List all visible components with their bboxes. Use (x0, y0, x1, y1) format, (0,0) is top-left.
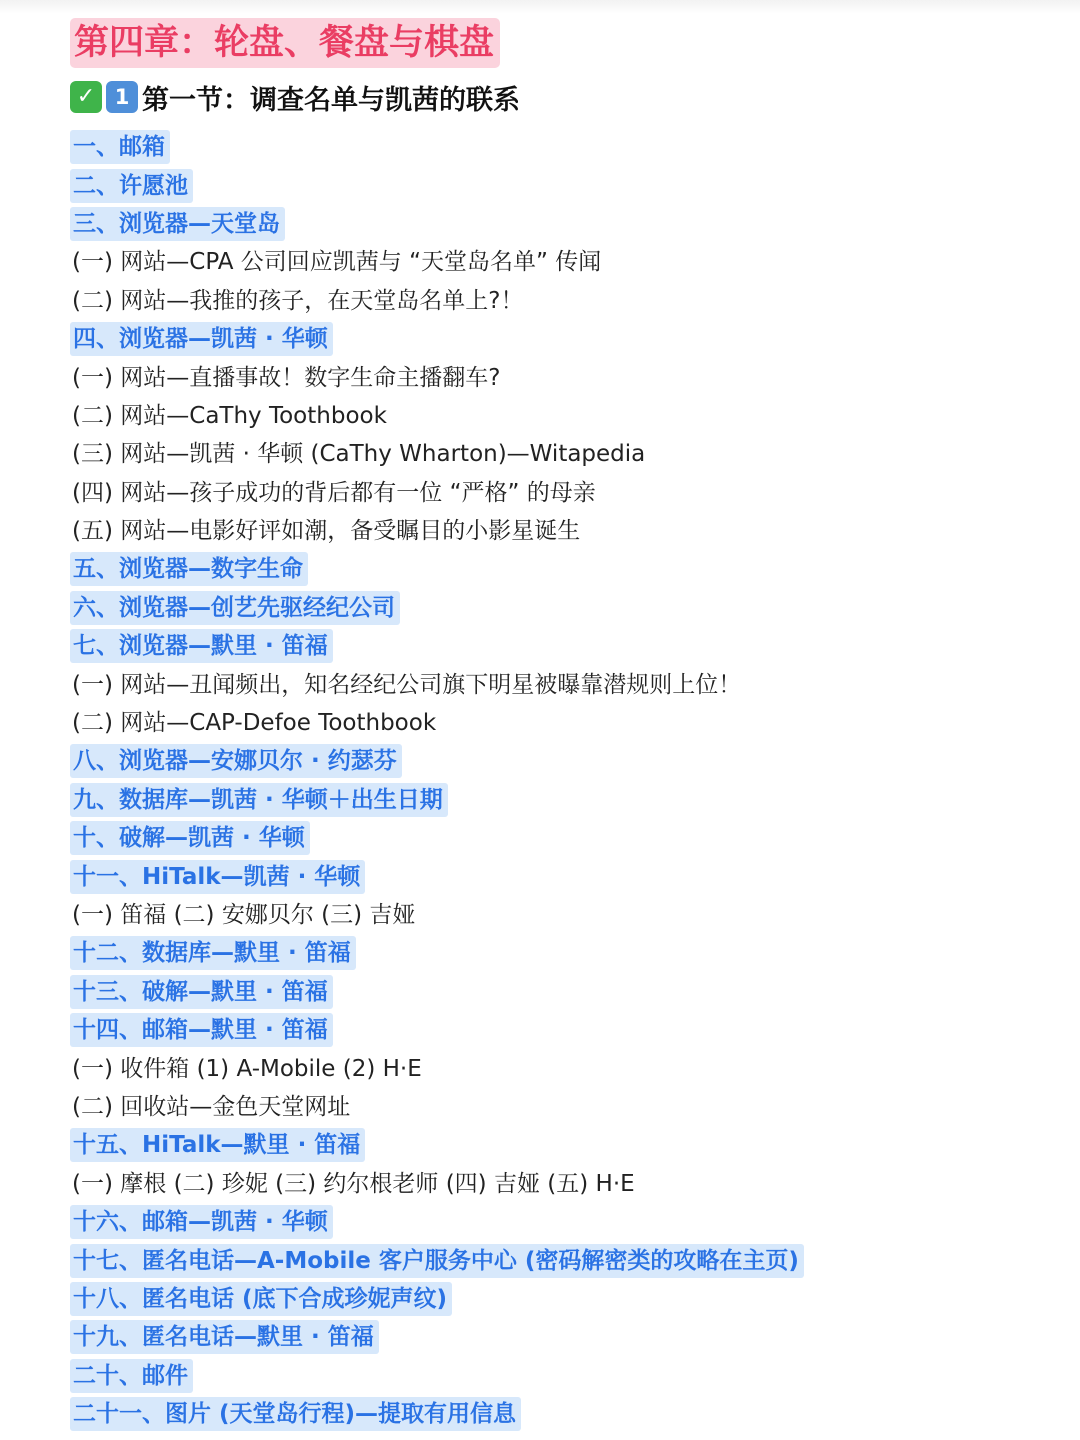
list-item-subentry (70, 512, 1070, 550)
list-item-text: (一) 笛福 (二) 安娜贝尔 (三) 吉娅 (72, 902, 416, 928)
section-heading (70, 72, 1070, 122)
list-item-heading (70, 627, 1070, 665)
list-item-text: (五) 网站—电影好评如潮，备受瞩目的小影星诞生 (72, 518, 581, 545)
list-item-subentry (70, 1088, 1070, 1126)
list-item-text: 十九、匿名电话—默里 · 笛福 (70, 1320, 379, 1354)
section-title: 第一节：调查名单与凯茜的联系 (142, 84, 520, 116)
list-item-text: 四、浏览器—凯茜 · 华顿 (70, 322, 333, 356)
list-item-text: (一) 收件箱 (1) A-Mobile (2) H·E (72, 1055, 422, 1082)
list-item-heading (70, 742, 1070, 780)
guide-document (70, 14, 1070, 1433)
list-item-heading (70, 973, 1070, 1011)
list-item-text: (一) 摩根 (二) 珍妮 (三) 约尔根老师 (四) 吉娅 (五) H·E (72, 1170, 635, 1197)
list-item-text: 十六、邮箱—凯茜 · 华顿 (70, 1205, 333, 1239)
list-item-text: 十三、破解—默里 · 笛福 (70, 975, 333, 1009)
list-item-text: 二、许愿池 (70, 169, 193, 203)
list-item-text: (二) 网站—我推的孩子，在天堂岛名单上?！ (72, 287, 524, 314)
check-mark-icon: ✓ (70, 81, 102, 113)
list-item-heading (70, 1357, 1070, 1395)
list-item-subentry (70, 704, 1070, 742)
keycap-one-icon: 1 (106, 81, 138, 113)
chapter-title: 第四章：轮盘、餐盘与棋盘 (70, 18, 500, 68)
list-item-text: 三、浏览器—天堂岛 (70, 207, 285, 241)
list-item-text: 十一、HiTalk—凯茜 · 华顿 (70, 860, 365, 894)
list-item-text: (二) 网站—CAP-Defoe Toothbook (72, 710, 437, 737)
list-item-heading (70, 1395, 1070, 1433)
list-item-text: (二) 网站—CaThy Toothbook (72, 402, 387, 429)
list-item-heading (70, 128, 1070, 166)
top-shadow (0, 0, 1080, 14)
list-item-text: 十四、邮箱—默里 · 笛福 (70, 1013, 333, 1047)
list-item-heading (70, 1280, 1070, 1318)
list-item-heading (70, 819, 1070, 857)
list-item-text: 二十、邮件 (70, 1359, 193, 1393)
list-item-heading (70, 550, 1070, 588)
list-item-heading (70, 1318, 1070, 1356)
list-item-heading (70, 1203, 1070, 1241)
list-item-heading (70, 934, 1070, 972)
list-item-subentry (70, 243, 1070, 281)
list-item-subentry (70, 665, 1070, 703)
list-item-text: 一、邮箱 (70, 130, 170, 164)
chapter-title-row (70, 14, 1070, 72)
list-item-heading (70, 589, 1070, 627)
list-item-subentry (70, 435, 1070, 473)
list-item-heading (70, 781, 1070, 819)
list-item-subentry (70, 282, 1070, 320)
list-item-subentry (70, 397, 1070, 435)
list-item-subentry (70, 358, 1070, 396)
list-item-text: 六、浏览器—创艺先驱经纪公司 (70, 591, 400, 625)
list-item-text: 五、浏览器—数字生命 (70, 552, 308, 586)
list-item-text: 十、破解—凯茜 · 华顿 (70, 821, 310, 855)
list-item-heading (70, 205, 1070, 243)
list-item-subentry (70, 896, 1070, 934)
list-item-text: (一) 网站—CPA 公司回应凯茜与 “天堂岛名单” 传闻 (72, 249, 602, 276)
list-item-text: (一) 网站—丑闻频出，知名经纪公司旗下明星被曝靠潜规则上位！ (72, 671, 742, 698)
list-item-text: 十二、数据库—默里 · 笛福 (70, 936, 356, 970)
list-item-text: 八、浏览器—安娜贝尔 · 约瑟芬 (70, 744, 402, 778)
list-item-heading (70, 320, 1070, 358)
list-item-text: 二十一、图片 (天堂岛行程)—提取有用信息 (70, 1397, 521, 1431)
list-item-text: 十五、HiTalk—默里 · 笛福 (70, 1128, 365, 1162)
list-item-text: (一) 网站—直播事故！数字生命主播翻车? (72, 364, 501, 391)
list-item-subentry (70, 474, 1070, 512)
list-item-heading (70, 1126, 1070, 1164)
list-item-text: (三) 网站—凯茜 · 华顿 (CaThy Wharton)—Witapedia (72, 441, 646, 468)
list-item-text: 十八、匿名电话 (底下合成珍妮声纹) (70, 1282, 452, 1316)
list-item-subentry (70, 1049, 1070, 1087)
list-item-text: 七、浏览器—默里 · 笛福 (70, 629, 333, 663)
list-item-heading (70, 1241, 1070, 1279)
list-item-text: (四) 网站—孩子成功的背后都有一位 “严格” 的母亲 (72, 479, 596, 506)
list-item-text: 九、数据库—凯茜 · 华顿＋出生日期 (70, 783, 448, 817)
list-item-text: 十七、匿名电话—A-Mobile 客户服务中心 (密码解密类的攻略在主页) (70, 1244, 804, 1278)
walkthrough-list (70, 128, 1070, 1433)
list-item-heading (70, 166, 1070, 204)
list-item-subentry (70, 1165, 1070, 1203)
list-item-heading (70, 857, 1070, 895)
list-item-heading (70, 1011, 1070, 1049)
list-item-text: (二) 回收站—金色天堂网址 (72, 1093, 351, 1120)
